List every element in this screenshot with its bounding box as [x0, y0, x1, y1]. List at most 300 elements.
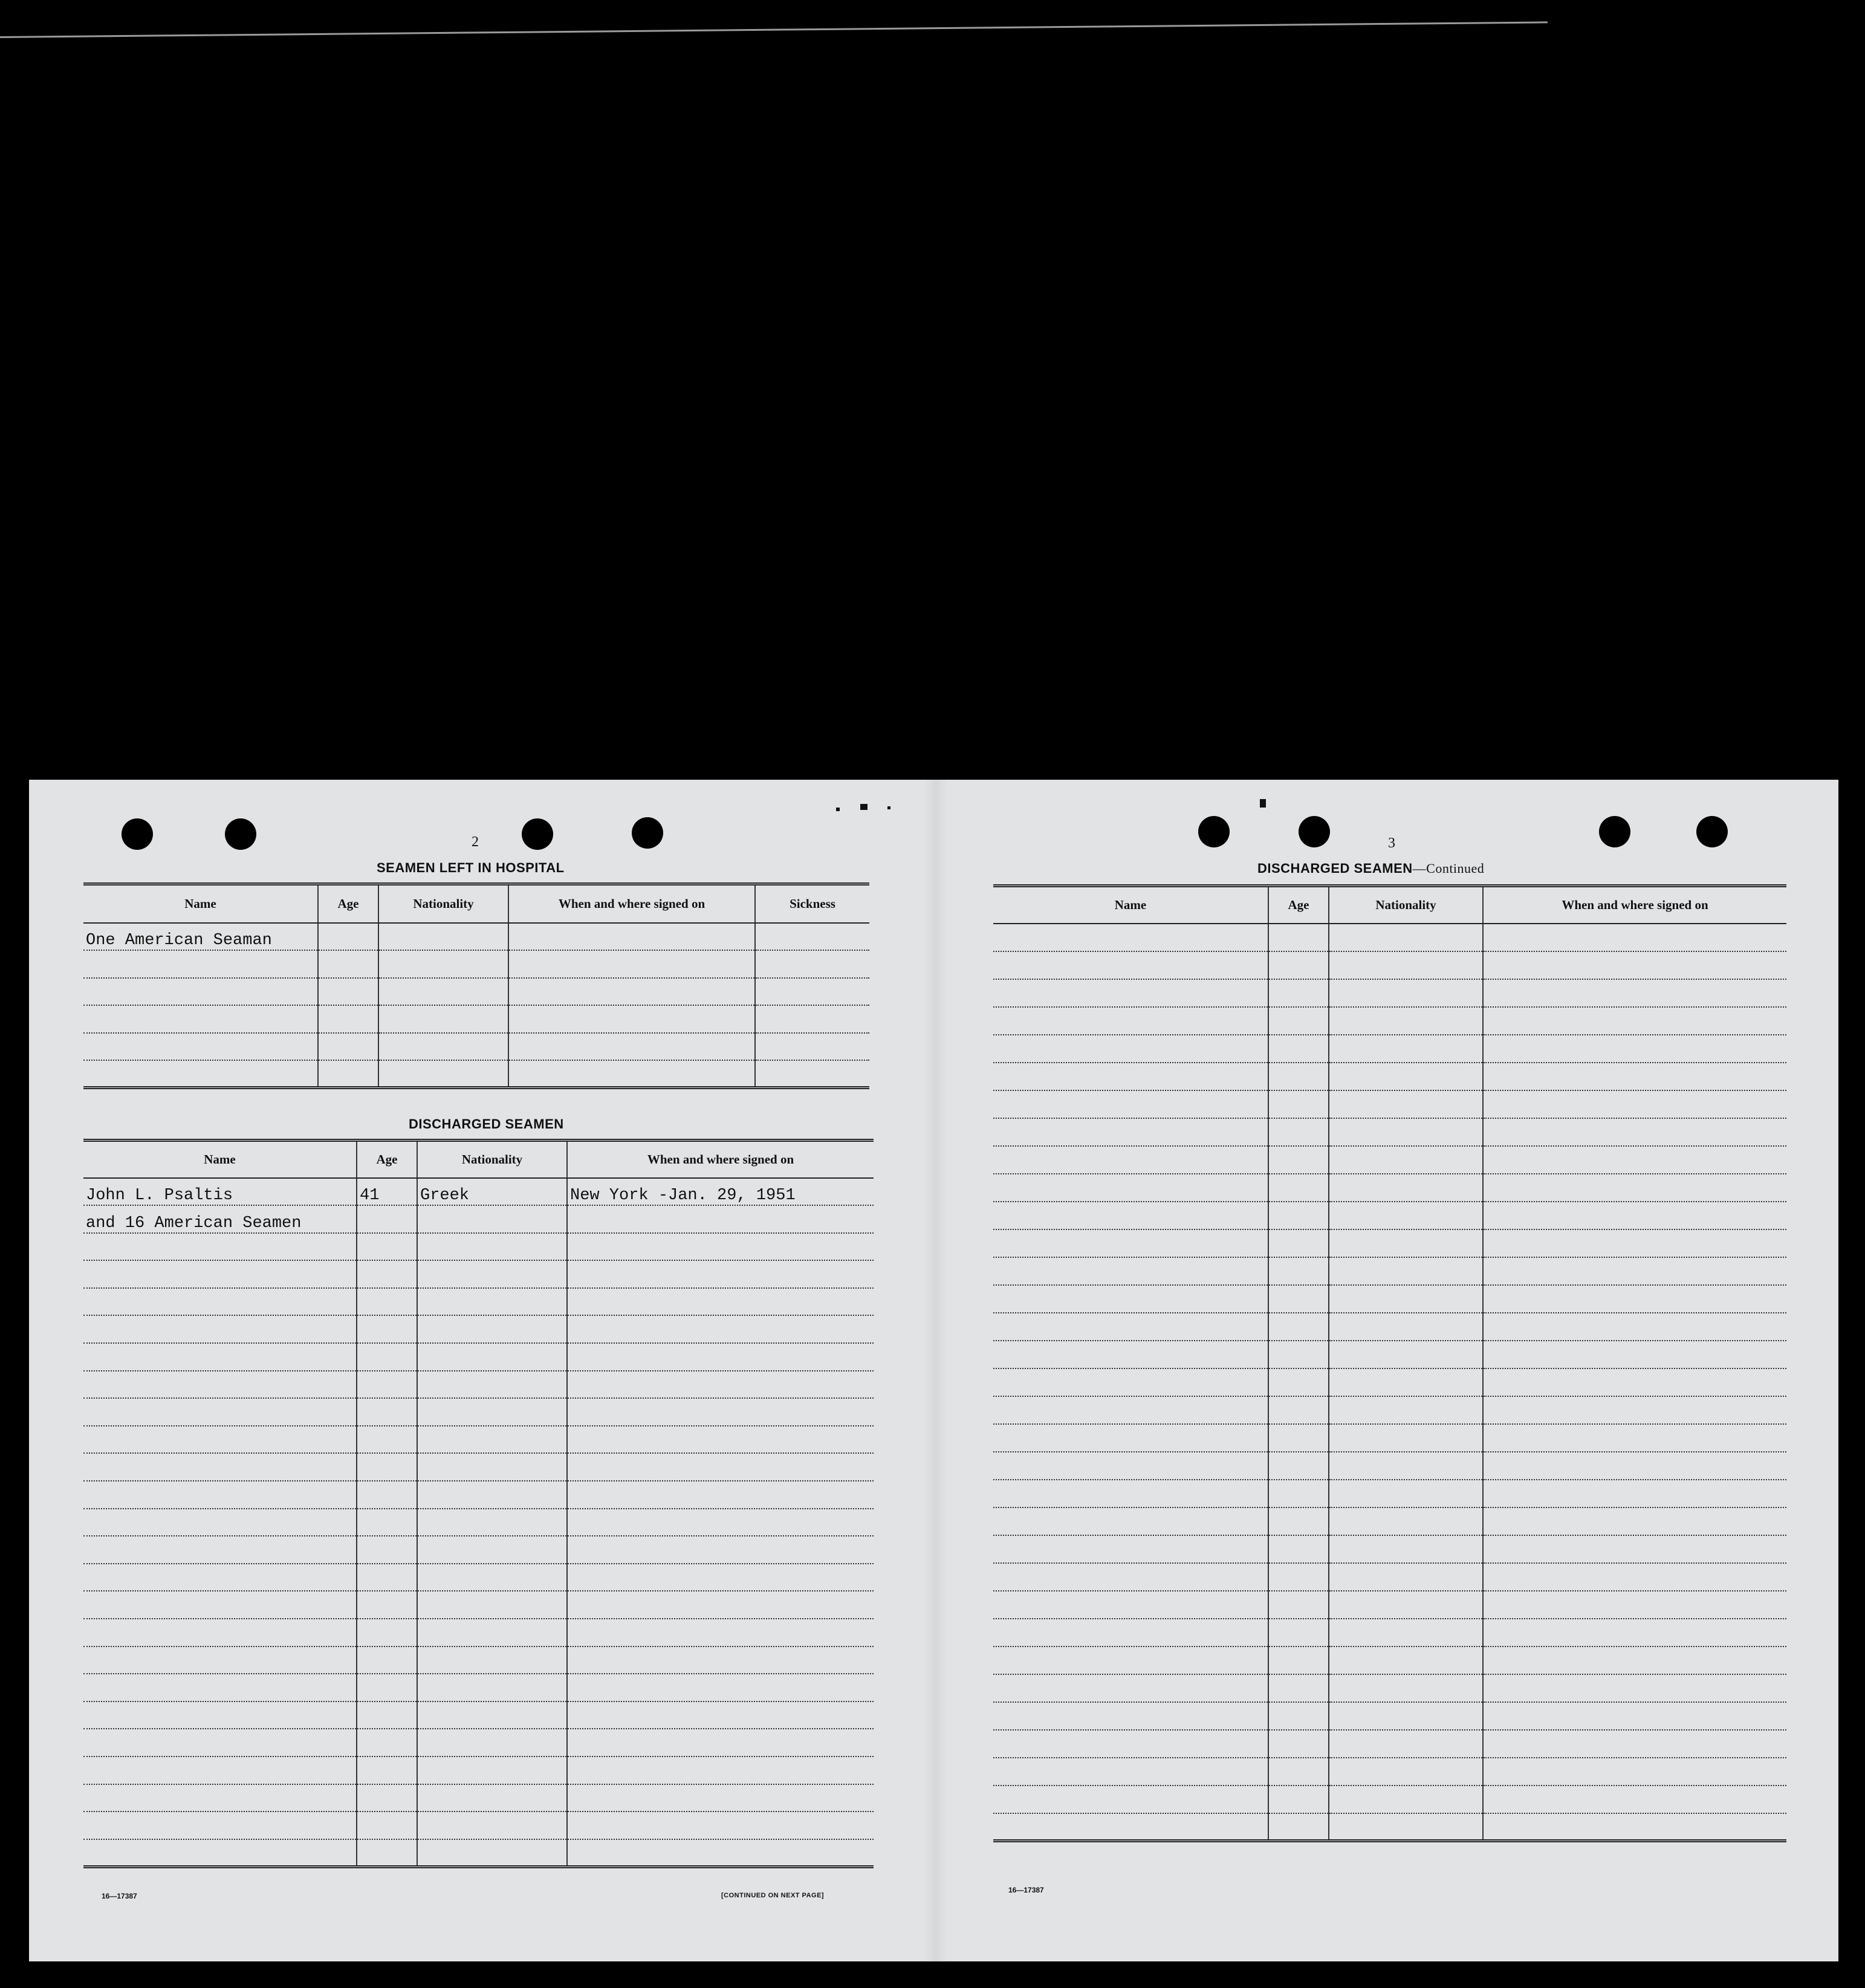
- table-cell: [1483, 1313, 1786, 1341]
- table-cell: [993, 1174, 1268, 1202]
- table-cell: [1268, 1035, 1329, 1063]
- table-cell: [83, 1481, 357, 1509]
- table-cell: [1268, 979, 1329, 1007]
- table-cell: [993, 1480, 1268, 1507]
- table-cell: [1483, 1813, 1786, 1841]
- table-cell: [357, 1371, 417, 1399]
- table-cell: [993, 1563, 1268, 1591]
- table-cell: [508, 978, 755, 1006]
- table-cell: [1483, 1063, 1786, 1090]
- table-cell: [567, 1398, 874, 1426]
- table-cell: [1268, 1090, 1329, 1118]
- table-row: [993, 1424, 1786, 1452]
- table-cell: [1329, 1424, 1483, 1452]
- table-cell: [83, 1233, 357, 1261]
- ink-speck: [860, 804, 868, 810]
- table-cell: [567, 1756, 874, 1784]
- table-row: [83, 1315, 874, 1343]
- table-cell: [1268, 1424, 1329, 1452]
- table-cell: [83, 1033, 318, 1061]
- table-row: [993, 1146, 1786, 1174]
- table-cell: [1483, 1396, 1786, 1424]
- table-row: [83, 1205, 874, 1233]
- table-cell: [417, 1343, 567, 1371]
- table-cell: [417, 1288, 567, 1316]
- table-row: [993, 1786, 1786, 1813]
- table-cell: [567, 1619, 874, 1646]
- table-cell: [83, 1784, 357, 1812]
- table-row: [993, 1563, 1786, 1591]
- table-cell: [83, 1729, 357, 1756]
- table-row: [993, 1202, 1786, 1229]
- table-cell: [1329, 1702, 1483, 1730]
- table-row: [83, 1398, 874, 1426]
- table-cell: [417, 1536, 567, 1564]
- table-cell: [993, 1535, 1268, 1563]
- table-cell: [993, 1063, 1268, 1090]
- table-cell: [993, 1118, 1268, 1146]
- table-cell: [357, 1260, 417, 1288]
- table-cell: [1483, 951, 1786, 979]
- table-cell: [83, 1426, 357, 1454]
- table-cell: [1268, 1507, 1329, 1535]
- table-cell: [1268, 1758, 1329, 1786]
- table-cell: [1329, 1202, 1483, 1229]
- table-header-row: [83, 884, 869, 923]
- table-cell: [417, 1260, 567, 1288]
- table-cell: [1329, 1368, 1483, 1396]
- table-cell: [1329, 1285, 1483, 1313]
- ink-speck: [887, 806, 890, 809]
- table-cell: [83, 1315, 357, 1343]
- table-cell: [1329, 1007, 1483, 1035]
- table-cell: One American Seaman: [83, 923, 318, 951]
- table-cell: [993, 1702, 1268, 1730]
- column-header: When and where signed on: [508, 884, 755, 923]
- table-cell: [1329, 1174, 1483, 1202]
- table-cell: [417, 1701, 567, 1729]
- table-cell: [357, 1398, 417, 1426]
- table-cell: [83, 1060, 318, 1088]
- table-cell: [378, 923, 508, 951]
- table-cell: [1483, 924, 1786, 951]
- table-cell: [357, 1564, 417, 1591]
- table-cell: [1268, 1674, 1329, 1702]
- table-cell: [1329, 1535, 1483, 1563]
- table-cell: [83, 950, 318, 978]
- punch-hole: [1198, 816, 1230, 847]
- section-title-suffix: —Continued: [1412, 861, 1485, 876]
- table-cell: [357, 1426, 417, 1454]
- table-cell: [1268, 1063, 1329, 1090]
- table-cell: [1268, 924, 1329, 951]
- table-cell: [83, 978, 318, 1006]
- table-cell: [567, 1646, 874, 1674]
- table-cell: [1483, 1507, 1786, 1535]
- table-row: [83, 1060, 869, 1088]
- table-cell: [1483, 1257, 1786, 1285]
- table-cell: [357, 1205, 417, 1233]
- table-cell: [1329, 979, 1483, 1007]
- table-cell: [993, 1257, 1268, 1285]
- table-cell: [1329, 1563, 1483, 1591]
- table-cell: [1329, 1313, 1483, 1341]
- table-row: [83, 923, 869, 951]
- table-cell: [1329, 1619, 1483, 1646]
- table-cell: [567, 1674, 874, 1701]
- table-row: [993, 1619, 1786, 1646]
- table-cell: [993, 1035, 1268, 1063]
- table-row: [993, 1118, 1786, 1146]
- table-cell: [1483, 1480, 1786, 1507]
- table-cell: 41: [357, 1178, 417, 1206]
- table-cell: [378, 1005, 508, 1033]
- table-cell: [1329, 1480, 1483, 1507]
- table-cell: [378, 1033, 508, 1061]
- document-spread: [29, 780, 1838, 1961]
- discharged-table: [83, 1139, 874, 1868]
- table-cell: [993, 1341, 1268, 1368]
- center-fold: [924, 780, 948, 1961]
- table-row: [83, 1591, 874, 1619]
- table-cell: [1483, 1452, 1786, 1480]
- table-cell: [83, 1343, 357, 1371]
- column-header: When and where signed on: [1483, 886, 1786, 924]
- table-cell: [1268, 1257, 1329, 1285]
- table-cell: [417, 1426, 567, 1454]
- table-cell: [1268, 1452, 1329, 1480]
- column-header: When and where signed on: [567, 1141, 874, 1178]
- table-cell: [417, 1839, 567, 1867]
- table-cell: [417, 1646, 567, 1674]
- table-cell: [318, 1060, 378, 1088]
- table-row: [83, 1509, 874, 1536]
- table-cell: [357, 1453, 417, 1481]
- table-cell: [1329, 1730, 1483, 1758]
- table-row: [83, 1564, 874, 1591]
- table-row: [83, 1619, 874, 1646]
- hospital-table: [83, 882, 869, 1089]
- table-row: [993, 1758, 1786, 1786]
- table-cell: [567, 1205, 874, 1233]
- table-row: [83, 1178, 874, 1206]
- table-row: [83, 1646, 874, 1674]
- table-cell: [567, 1371, 874, 1399]
- table-cell: [1268, 951, 1329, 979]
- table-cell: [83, 1646, 357, 1674]
- table-cell: [1268, 1368, 1329, 1396]
- table-cell: [567, 1509, 874, 1536]
- table-row: [993, 1229, 1786, 1257]
- table-cell: [567, 1453, 874, 1481]
- table-cell: [1483, 1619, 1786, 1646]
- table-cell: [1268, 1646, 1329, 1674]
- table-cell: [1268, 1341, 1329, 1368]
- table-cell: [993, 1674, 1268, 1702]
- table-cell: [1483, 1146, 1786, 1174]
- table-cell: [318, 923, 378, 951]
- punch-hole: [522, 818, 553, 850]
- table-cell: [993, 1146, 1268, 1174]
- table-cell: [357, 1481, 417, 1509]
- table-cell: [567, 1536, 874, 1564]
- table-cell: [993, 1368, 1268, 1396]
- table-cell: [1329, 1063, 1483, 1090]
- table-cell: [83, 1005, 318, 1033]
- table-cell: [357, 1315, 417, 1343]
- table-row: [83, 1233, 874, 1261]
- table-row: [993, 1480, 1786, 1507]
- table-cell: [1329, 1118, 1483, 1146]
- table-cell: [417, 1674, 567, 1701]
- table-cell: [567, 1426, 874, 1454]
- table-cell: [508, 950, 755, 978]
- table-cell: [1483, 1118, 1786, 1146]
- scan-edge-line: [0, 21, 1548, 38]
- table-cell: [1483, 1535, 1786, 1563]
- table-cell: [567, 1591, 874, 1619]
- table-row: [993, 1396, 1786, 1424]
- table-cell: [1268, 1813, 1329, 1841]
- column-header: Nationality: [378, 884, 508, 923]
- table-cell: [417, 1371, 567, 1399]
- table-cell: [417, 1729, 567, 1756]
- discharged-continued-table: [993, 884, 1786, 1842]
- table-cell: [83, 1536, 357, 1564]
- table-cell: [357, 1784, 417, 1812]
- table-row: [993, 1341, 1786, 1368]
- table-cell: [1483, 979, 1786, 1007]
- table-cell: [1268, 1535, 1329, 1563]
- table-row: [83, 1288, 874, 1316]
- table-cell: [357, 1536, 417, 1564]
- table-row: [993, 951, 1786, 979]
- table-cell: [1329, 1591, 1483, 1619]
- ink-speck: [1260, 799, 1266, 808]
- table-row: [83, 1536, 874, 1564]
- column-header: Age: [1268, 886, 1329, 924]
- table-cell: [567, 1481, 874, 1509]
- table-cell: [378, 950, 508, 978]
- table-cell: [417, 1784, 567, 1812]
- table-cell: [1329, 1146, 1483, 1174]
- table-cell: New York -Jan. 29, 1951: [567, 1178, 874, 1206]
- table-cell: [508, 923, 755, 951]
- table-cell: [417, 1315, 567, 1343]
- table-cell: [567, 1701, 874, 1729]
- table-cell: [993, 1507, 1268, 1535]
- table-row: [993, 1674, 1786, 1702]
- table-row: [83, 1784, 874, 1812]
- table-cell: [1329, 951, 1483, 979]
- table-row: [83, 1260, 874, 1288]
- table-row: [993, 1090, 1786, 1118]
- table-cell: [993, 1202, 1268, 1229]
- table-row: [993, 1007, 1786, 1035]
- table-cell: [755, 1033, 869, 1061]
- table-cell: [83, 1591, 357, 1619]
- table-cell: [1329, 1452, 1483, 1480]
- punch-hole: [1696, 816, 1728, 847]
- table-cell: [417, 1398, 567, 1426]
- table-row: [83, 950, 869, 978]
- table-row: [993, 1813, 1786, 1841]
- table-cell: [83, 1453, 357, 1481]
- table-cell: [1329, 1674, 1483, 1702]
- table-header-row: [83, 1141, 874, 1178]
- table-cell: [993, 1007, 1268, 1035]
- table-cell: [1483, 1035, 1786, 1063]
- table-cell: [417, 1453, 567, 1481]
- table-cell: [993, 951, 1268, 979]
- table-cell: [993, 1090, 1268, 1118]
- table-cell: [417, 1812, 567, 1839]
- table-row: [993, 1313, 1786, 1341]
- punch-hole: [1599, 816, 1630, 847]
- table-row: [993, 1035, 1786, 1063]
- table-row: [993, 1702, 1786, 1730]
- table-cell: [1483, 1646, 1786, 1674]
- column-header: Nationality: [417, 1141, 567, 1178]
- table-cell: [83, 1564, 357, 1591]
- table-cell: [567, 1315, 874, 1343]
- table-header-row: [993, 886, 1786, 924]
- table-cell: [318, 1033, 378, 1061]
- table-cell: [993, 1591, 1268, 1619]
- table-row: [83, 1033, 869, 1061]
- table-cell: [1329, 1090, 1483, 1118]
- table-cell: [1483, 1229, 1786, 1257]
- table-cell: [83, 1674, 357, 1701]
- table-row: [993, 1285, 1786, 1313]
- table-row: [83, 1839, 874, 1867]
- table-cell: [1268, 1591, 1329, 1619]
- table-row: [993, 1730, 1786, 1758]
- punch-hole: [1299, 816, 1330, 847]
- column-header: Sickness: [755, 884, 869, 923]
- table-cell: [357, 1233, 417, 1261]
- section-title: [1257, 861, 1484, 876]
- table-row: [83, 1729, 874, 1756]
- table-cell: [83, 1260, 357, 1288]
- table-cell: [993, 1786, 1268, 1813]
- table-cell: [417, 1481, 567, 1509]
- table-row: [83, 978, 869, 1006]
- table-row: [993, 1646, 1786, 1674]
- column-header: Name: [993, 886, 1268, 924]
- table-cell: [1329, 1646, 1483, 1674]
- table-cell: [83, 1839, 357, 1867]
- punch-hole: [122, 818, 153, 850]
- table-cell: [1268, 1702, 1329, 1730]
- table-cell: [1329, 1257, 1483, 1285]
- table-cell: [993, 1313, 1268, 1341]
- table-cell: [357, 1591, 417, 1619]
- table-cell: [993, 1813, 1268, 1841]
- table-cell: [993, 1285, 1268, 1313]
- form-code: 16—17387: [102, 1892, 137, 1900]
- table-cell: John L. Psaltis: [83, 1178, 357, 1206]
- table-cell: [357, 1619, 417, 1646]
- table-cell: [417, 1756, 567, 1784]
- table-cell: [755, 923, 869, 951]
- table-cell: [567, 1839, 874, 1867]
- table-cell: [755, 950, 869, 978]
- table-cell: and 16 American Seamen: [83, 1205, 357, 1233]
- table-cell: [1268, 1118, 1329, 1146]
- table-cell: [993, 1452, 1268, 1480]
- continued-note: [CONTINUED ON NEXT PAGE]: [721, 1892, 825, 1899]
- table-cell: [993, 924, 1268, 951]
- table-cell: [1483, 1202, 1786, 1229]
- table-cell: [357, 1509, 417, 1536]
- table-cell: [1329, 1035, 1483, 1063]
- table-cell: [83, 1288, 357, 1316]
- table-cell: [83, 1398, 357, 1426]
- table-cell: [1483, 1591, 1786, 1619]
- table-cell: [357, 1812, 417, 1839]
- section-title-main: DISCHARGED SEAMEN: [1257, 861, 1413, 876]
- table-cell: [993, 1730, 1268, 1758]
- table-cell: [357, 1646, 417, 1674]
- table-cell: [993, 1619, 1268, 1646]
- table-row: [993, 1368, 1786, 1396]
- table-row: [993, 1063, 1786, 1090]
- column-header: Age: [357, 1141, 417, 1178]
- table-cell: [357, 1839, 417, 1867]
- table-cell: [567, 1564, 874, 1591]
- table-cell: [83, 1371, 357, 1399]
- table-cell: [1329, 1229, 1483, 1257]
- table-cell: [378, 1060, 508, 1088]
- table-row: [993, 924, 1786, 951]
- table-cell: [1329, 1786, 1483, 1813]
- table-cell: [417, 1509, 567, 1536]
- table-cell: [417, 1205, 567, 1233]
- table-cell: [755, 978, 869, 1006]
- table-cell: [357, 1288, 417, 1316]
- section-title: DISCHARGED SEAMEN: [409, 1116, 564, 1132]
- table-cell: [1483, 1174, 1786, 1202]
- punch-hole: [632, 817, 663, 849]
- table-row: [83, 1005, 869, 1033]
- table-row: [83, 1426, 874, 1454]
- table-cell: [1268, 1174, 1329, 1202]
- section-title: SEAMEN LEFT IN HOSPITAL: [377, 860, 565, 875]
- table-cell: [417, 1619, 567, 1646]
- table-cell: [83, 1509, 357, 1536]
- table-cell: [378, 978, 508, 1006]
- page-number: 3: [1388, 835, 1395, 851]
- table-cell: [1483, 1341, 1786, 1368]
- table-cell: [508, 1033, 755, 1061]
- table-cell: [1483, 1368, 1786, 1396]
- table-cell: [567, 1784, 874, 1812]
- table-cell: [1483, 1563, 1786, 1591]
- table-row: [993, 979, 1786, 1007]
- table-row: [993, 1452, 1786, 1480]
- table-cell: [993, 979, 1268, 1007]
- table-cell: [1329, 1341, 1483, 1368]
- table-row: [993, 1535, 1786, 1563]
- table-cell: [1329, 924, 1483, 951]
- table-cell: [1268, 1146, 1329, 1174]
- table-cell: [1329, 1507, 1483, 1535]
- column-header: Nationality: [1329, 886, 1483, 924]
- table-cell: Greek: [417, 1178, 567, 1206]
- table-cell: [755, 1060, 869, 1088]
- table-cell: [1483, 1007, 1786, 1035]
